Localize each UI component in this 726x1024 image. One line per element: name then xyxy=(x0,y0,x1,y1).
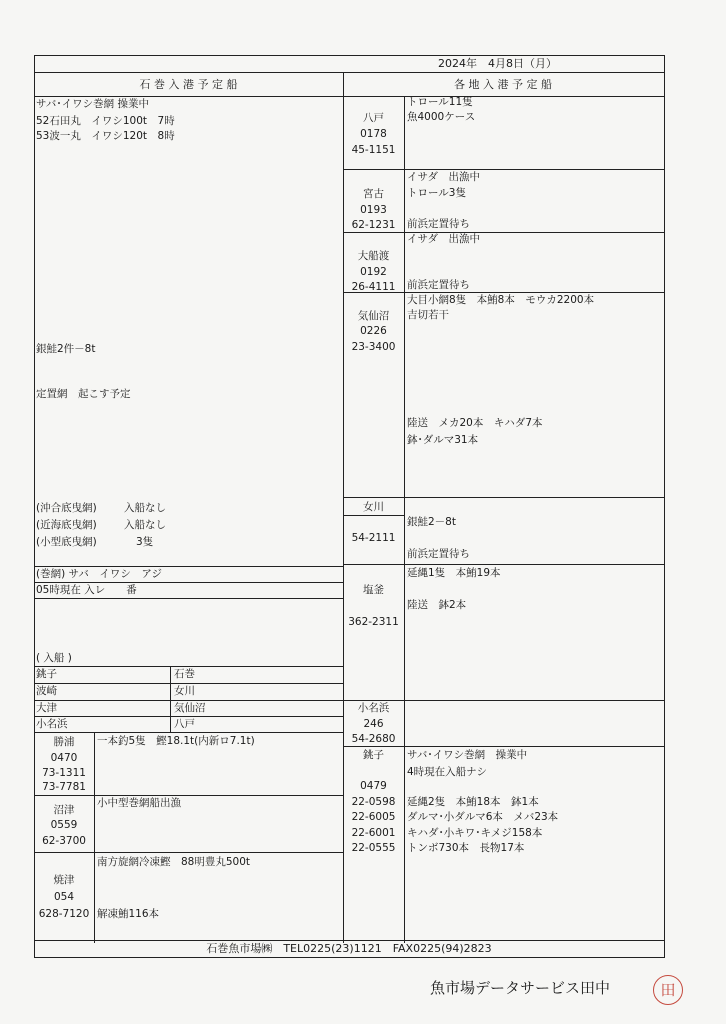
port-miyako-info-3: 前浜定置待ち xyxy=(407,218,470,230)
nyusen-1b: 石巻 xyxy=(174,668,195,680)
nyusen-3b: 気仙沼 xyxy=(174,702,206,714)
port-katsuura-tel-1: 0470 xyxy=(50,752,78,764)
port-yaizu-info-2: 解凍鮪116本 xyxy=(97,908,160,920)
port-miyako-info-1: イサダ 出漁中 xyxy=(407,171,480,183)
port-onahama-name: 小名浜 xyxy=(357,702,390,714)
header-other-ports: 各 地 入 港 予 定 船 xyxy=(454,78,552,91)
port-onagawa-info-1: 銀鮭2－8t xyxy=(407,516,456,528)
port-kesennuma-info-3: 陸送 メカ20本 キハダ7本 xyxy=(407,417,543,429)
port-choshi-tel-2: 22-0598 xyxy=(351,796,396,808)
ishinomaki-line-3: 53波一丸 イワシ120t 8時 xyxy=(36,130,175,142)
port-kesennuma-name: 気仙沼 xyxy=(357,310,390,322)
footer-contact: 石巻魚市場㈱ TEL0225(23)1121 FAX0225(94)2823 xyxy=(206,942,492,955)
port-katsuura-name: 勝浦 xyxy=(53,736,75,748)
makiami-line: (巻網) サバ イワシ アジ xyxy=(36,568,162,580)
port-katsuura-tel-2: 73-1311 xyxy=(42,767,86,779)
port-choshi-info-3: 延縄2隻 本鮪18本 鉢1本 xyxy=(407,796,539,808)
port-yaizu-info-1: 南方旋網冷凍鰹 88明豊丸500t xyxy=(97,856,251,868)
port-choshi-tel-5: 22-0555 xyxy=(351,842,396,854)
port-onagawa-info-2: 前浜定置待ち xyxy=(407,548,470,560)
nyusen-3a: 大津 xyxy=(36,702,57,714)
genzai-line: 05時現在 入レ 番 xyxy=(36,584,137,596)
port-miyako-tel-1: 0193 xyxy=(360,204,387,216)
port-hachinohe-name: 八戸 xyxy=(363,112,384,124)
port-onahama-tel-2: 54-2680 xyxy=(351,733,396,745)
port-hachinohe-info-2: 魚4000ケース xyxy=(407,111,476,123)
port-katsuura-tel-3: 73-7781 xyxy=(42,781,86,793)
port-choshi-tel-1: 0479 xyxy=(360,780,387,792)
port-ofunato-info-1: イサダ 出漁中 xyxy=(407,233,480,245)
port-kesennuma-info-2: 吉切若干 xyxy=(407,309,449,321)
nyusen-4a: 小名浜 xyxy=(36,718,68,730)
port-choshi-name: 銚子 xyxy=(363,749,384,761)
nyusen-label: ( 入船 ) xyxy=(36,652,72,664)
port-katsuura-info-1: 一本釣5隻 鰹18.1t(内新ロ7.1t) xyxy=(97,735,255,747)
port-kesennuma-tel-1: 0226 xyxy=(360,325,387,337)
port-kesennuma-tel-2: 23-3400 xyxy=(351,341,396,353)
sokobiki-val-1: 入船なし xyxy=(124,502,166,514)
sokobiki-val-2: 入船なし xyxy=(124,519,166,531)
port-miyako-tel-2: 62-1231 xyxy=(351,219,396,231)
port-ofunato-tel-2: 26-4111 xyxy=(351,281,396,293)
port-choshi-info-1: サバ･イワシ巻網 操業中 xyxy=(407,749,528,761)
port-yaizu-tel-1: 054 xyxy=(53,891,75,903)
port-yaizu-tel-2: 628-7120 xyxy=(38,908,90,920)
ishinomaki-line-2: 52石田丸 イワシ100t 7時 xyxy=(36,115,175,127)
sokobiki-name-2: (近海底曳網) xyxy=(36,519,97,531)
port-kesennuma-info-1: 大目小網8隻 本鮪8本 モウカ2200本 xyxy=(407,294,595,306)
port-ofunato-info-2: 前浜定置待ち xyxy=(407,279,470,291)
port-shiogama-info-1: 延縄1隻 本鮪19本 xyxy=(407,567,501,579)
port-onahama-tel-1: 246 xyxy=(363,718,384,730)
port-shiogama-info-2: 陸送 鉢2本 xyxy=(407,599,467,611)
port-numazu-tel-1: 0559 xyxy=(50,819,78,831)
port-choshi-info-2: 4時現在入船ナシ xyxy=(407,766,487,778)
port-choshi-info-6: トンボ730本 長物17本 xyxy=(407,842,525,854)
port-hachinohe-info-1: トロール11隻 xyxy=(407,96,473,108)
port-ofunato-tel-1: 0192 xyxy=(360,266,387,278)
teichi-line: 定置網 起こす予定 xyxy=(36,388,131,400)
seal-stamp: 田 xyxy=(653,975,683,1005)
ginzake-line: 銀鮭2件－8t xyxy=(36,343,96,355)
port-ofunato-name: 大船渡 xyxy=(357,250,390,262)
sokobiki-name-3: (小型底曳網) xyxy=(36,536,97,548)
port-choshi-tel-3: 22-6005 xyxy=(351,811,396,823)
nyusen-4b: 八戸 xyxy=(174,718,195,730)
report-date: 2024年 4月8日（月） xyxy=(438,57,557,70)
ishinomaki-line-1: サバ･イワシ巻網 操業中 xyxy=(36,98,149,110)
port-miyako-name: 宮古 xyxy=(363,188,384,200)
port-numazu-info-1: 小中型巻網船出漁 xyxy=(97,797,181,809)
port-hachinohe-tel-2: 45-1151 xyxy=(351,144,396,156)
port-shiogama-name: 塩釜 xyxy=(363,584,384,596)
sokobiki-val-3: 3隻 xyxy=(136,536,154,548)
port-onagawa-name: 女川 xyxy=(363,501,384,513)
sokobiki-name-1: (沖合底曳網) xyxy=(36,502,97,514)
port-miyako-info-2: トロール3隻 xyxy=(407,187,466,199)
header-ishinomaki: 石 巻 入 港 予 定 船 xyxy=(139,78,238,91)
port-choshi-info-4: ダルマ･小ダルマ6本 メバ23本 xyxy=(407,811,559,823)
port-hachinohe-tel-1: 0178 xyxy=(360,128,387,140)
port-numazu-name: 沼津 xyxy=(53,804,75,816)
port-numazu-tel-2: 62-3700 xyxy=(42,835,86,847)
port-choshi-info-5: キハダ･小キワ･キメジ158本 xyxy=(407,827,543,839)
port-choshi-tel-4: 22-6001 xyxy=(351,827,396,839)
nyusen-2b: 女川 xyxy=(174,685,195,697)
nyusen-1a: 銚子 xyxy=(36,668,57,680)
nyusen-2a: 波崎 xyxy=(36,685,57,697)
signature: 魚市場データサービス田中 xyxy=(430,979,611,997)
port-onagawa-tel-1: 54-2111 xyxy=(351,532,396,544)
port-yaizu-name: 焼津 xyxy=(53,874,75,886)
port-shiogama-tel-1: 362-2311 xyxy=(348,616,399,628)
port-kesennuma-info-4: 鉢･ダルマ31本 xyxy=(407,434,479,446)
